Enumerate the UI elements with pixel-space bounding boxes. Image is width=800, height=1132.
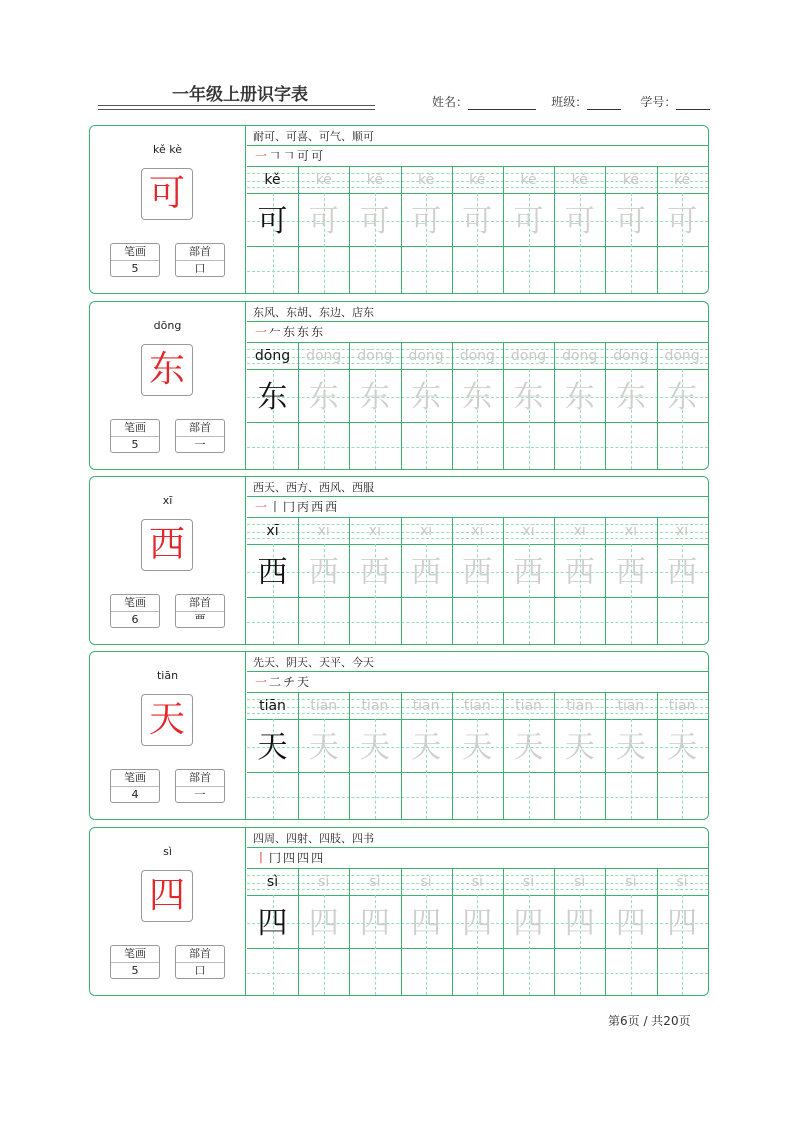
- character-trace: 四: [411, 906, 442, 941]
- writing-cell[interactable]: [452, 423, 503, 469]
- character-summary: [90, 477, 245, 644]
- stroke-step: 丙: [297, 500, 312, 514]
- stroke-step: 丨: [269, 500, 284, 514]
- pinyin-trace: dōng: [408, 348, 444, 364]
- pinyin-trace: sì: [676, 874, 688, 890]
- grid-line: [247, 166, 708, 167]
- grid-line: [247, 496, 708, 497]
- character-glyph: 天: [148, 699, 185, 740]
- character-pinyin: dōng: [153, 319, 182, 332]
- character-summary: [90, 302, 245, 469]
- writing-cell[interactable]: [349, 949, 400, 995]
- practice-area: [247, 652, 708, 819]
- character-trace: 四: [513, 906, 544, 941]
- card-divider: [245, 477, 246, 644]
- writing-cell[interactable]: [247, 247, 298, 293]
- grid-line: [247, 342, 708, 343]
- character-trace: 西: [411, 555, 442, 590]
- pinyin-trace: xī: [368, 523, 381, 539]
- character-summary: [90, 126, 245, 293]
- pinyin-trace: kě: [673, 172, 691, 188]
- character-summary: [90, 652, 245, 819]
- writing-cell[interactable]: [247, 949, 298, 995]
- stroke-step: 二: [269, 675, 284, 689]
- character-trace: 四: [462, 906, 493, 941]
- pinyin-trace: xī: [624, 523, 637, 539]
- character-pinyin: kě kè: [153, 143, 182, 156]
- character-trace: 天: [359, 730, 390, 765]
- stroke-step: 冂: [269, 851, 284, 865]
- stroke-step: 𠃍: [269, 149, 284, 163]
- pinyin-trace: kě: [417, 172, 435, 188]
- character-sample: 东: [257, 380, 288, 415]
- character-trace: 可: [462, 204, 493, 239]
- pinyin-trace: kě: [469, 172, 486, 188]
- stroke-count-box: [110, 945, 160, 979]
- character-trace: 西: [308, 555, 339, 590]
- character-trace: 四: [667, 906, 698, 941]
- writing-cell[interactable]: [298, 773, 349, 819]
- character-trace: 天: [411, 730, 442, 765]
- stroke-step: チ: [283, 675, 298, 689]
- stroke-count-label: 笔画: [111, 595, 159, 612]
- writing-cell[interactable]: [349, 247, 400, 293]
- pinyin-trace: dōng: [562, 348, 598, 364]
- writing-cell[interactable]: [401, 773, 452, 819]
- stroke-count-label: 笔画: [111, 244, 159, 261]
- title-underline-2: [98, 109, 375, 110]
- character-trace: 天: [308, 730, 339, 765]
- pinyin-trace: dōng: [613, 348, 649, 364]
- writing-cell[interactable]: [605, 423, 656, 469]
- character-box: [141, 870, 193, 922]
- character-trace: 天: [667, 730, 698, 765]
- character-trace: 东: [564, 380, 595, 415]
- pinyin-trace: kě: [571, 172, 588, 188]
- character-box: [141, 694, 193, 746]
- radical-label: 部首: [176, 420, 224, 437]
- writing-cell[interactable]: [247, 773, 298, 819]
- pinyin-sample: sì: [266, 874, 279, 890]
- character-pinyin: tiān: [156, 669, 179, 682]
- stroke-step: 冂: [283, 500, 298, 514]
- pinyin-trace: tiān: [668, 698, 696, 714]
- character-trace: 四: [615, 906, 646, 941]
- pinyin-trace: tiān: [617, 698, 645, 714]
- grid-line: [247, 671, 708, 672]
- radical-box: [175, 419, 225, 453]
- pinyin-sample: dōng: [254, 348, 291, 364]
- pinyin-trace: kě: [520, 172, 537, 188]
- card-divider: [245, 652, 246, 819]
- character-trace: 可: [513, 204, 544, 239]
- character-trace: 东: [513, 380, 544, 415]
- character-trace: 天: [462, 730, 493, 765]
- writing-cell[interactable]: [298, 949, 349, 995]
- radical-label: 部首: [176, 770, 224, 787]
- stroke-order: [255, 849, 325, 866]
- pinyin-trace: sì: [522, 874, 535, 890]
- pinyin-trace: kě: [622, 172, 639, 188]
- card-divider: [245, 302, 246, 469]
- writing-cell[interactable]: [401, 949, 452, 995]
- radical-box: [175, 945, 225, 979]
- stroke-step: 四: [283, 851, 298, 865]
- character-card: [89, 301, 709, 470]
- character-trace: 西: [564, 555, 595, 590]
- example-words: 西天、西方、西风、西服: [253, 481, 374, 494]
- character-glyph: 可: [148, 173, 185, 214]
- pinyin-trace: xī: [471, 523, 484, 539]
- stroke-step: 𠂉: [269, 325, 284, 339]
- stroke-count-value: 5: [131, 262, 139, 275]
- pinyin-trace: tiān: [361, 698, 389, 714]
- pinyin-trace: sì: [369, 874, 381, 890]
- stroke-count-box: [110, 769, 160, 803]
- card-divider: [245, 828, 246, 995]
- stroke-count-label: 笔画: [111, 946, 159, 963]
- pinyin-trace: sì: [625, 874, 637, 890]
- stroke-count-box: [110, 594, 160, 628]
- character-summary: [90, 828, 245, 995]
- character-trace: 东: [462, 380, 493, 415]
- character-box: [141, 168, 193, 220]
- stroke-count-value: 4: [131, 788, 139, 801]
- character-trace: 可: [411, 204, 442, 239]
- character-trace: 东: [411, 380, 442, 415]
- stroke-step: 可: [311, 149, 326, 163]
- character-trace: 西: [359, 555, 390, 590]
- radical-value: 口: [194, 262, 206, 275]
- writing-cell[interactable]: [503, 598, 554, 644]
- writing-cell[interactable]: [452, 773, 503, 819]
- name-field[interactable]: [468, 97, 536, 110]
- radical-value: 一: [194, 788, 206, 801]
- writing-cell[interactable]: [298, 423, 349, 469]
- writing-cell[interactable]: [247, 598, 298, 644]
- stroke-step: 西: [311, 500, 326, 514]
- pinyin-trace: sì: [318, 874, 330, 890]
- grid-line: [247, 145, 708, 146]
- stroke-step: 一: [255, 325, 270, 339]
- stroke-step: 四: [297, 851, 312, 865]
- writing-cell[interactable]: [605, 773, 656, 819]
- character-glyph: 西: [148, 524, 185, 565]
- radical-box: [175, 243, 225, 277]
- character-card: [89, 125, 709, 294]
- class-label: 班级：: [551, 95, 588, 109]
- stroke-step: 东: [311, 325, 326, 339]
- writing-cell[interactable]: [605, 247, 656, 293]
- writing-cell[interactable]: [605, 598, 656, 644]
- stroke-count-label: 笔画: [111, 770, 159, 787]
- character-trace: 天: [564, 730, 595, 765]
- radical-label: 部首: [176, 244, 224, 261]
- example-words: 先天、阴天、天平、今天: [253, 656, 374, 669]
- writing-cell[interactable]: [657, 773, 708, 819]
- character-box: [141, 344, 193, 396]
- practice-area: [247, 828, 708, 995]
- writing-cell[interactable]: [452, 949, 503, 995]
- character-trace: 四: [564, 906, 595, 941]
- character-trace: 东: [308, 380, 339, 415]
- radical-box: [175, 769, 225, 803]
- writing-cell[interactable]: [401, 423, 452, 469]
- pinyin-sample: kě: [264, 172, 281, 188]
- character-pinyin: sì: [163, 845, 172, 858]
- stroke-count-label: 笔画: [111, 420, 159, 437]
- character-trace: 天: [615, 730, 646, 765]
- stroke-count-value: 6: [131, 613, 139, 626]
- title-underline: [98, 105, 375, 106]
- practice-area: [247, 302, 708, 469]
- page-title: 一年级上册识字表: [172, 85, 308, 105]
- student-number-field[interactable]: [676, 97, 710, 110]
- writing-cell[interactable]: [657, 598, 708, 644]
- pinyin-trace: sì: [471, 874, 483, 890]
- writing-cell[interactable]: [298, 247, 349, 293]
- pinyin-trace: dōng: [459, 348, 495, 364]
- character-trace: 四: [359, 906, 390, 941]
- stroke-count-box: [110, 243, 160, 277]
- stroke-count-value: 5: [131, 438, 139, 451]
- example-words: 四周、四射、四肢、四书: [253, 832, 374, 845]
- character-trace: 东: [667, 380, 698, 415]
- writing-cell[interactable]: [554, 247, 605, 293]
- stroke-step: 一: [255, 500, 270, 514]
- stroke-step: 东: [297, 325, 312, 339]
- writing-cell[interactable]: [554, 423, 605, 469]
- writing-cell[interactable]: [657, 949, 708, 995]
- pinyin-trace: kě: [366, 172, 383, 188]
- writing-cell[interactable]: [503, 773, 554, 819]
- writing-cell[interactable]: [298, 598, 349, 644]
- stroke-step: 天: [297, 675, 312, 689]
- pinyin-sample: tiān: [259, 698, 286, 714]
- character-sample: 四: [257, 906, 288, 941]
- character-trace: 天: [513, 730, 544, 765]
- pinyin-trace: dōng: [664, 348, 700, 364]
- writing-cell[interactable]: [554, 949, 605, 995]
- character-trace: 西: [513, 555, 544, 590]
- character-trace: 四: [308, 906, 339, 941]
- pinyin-trace: xī: [420, 523, 433, 539]
- writing-cell[interactable]: [452, 247, 503, 293]
- radical-label: 部首: [176, 595, 224, 612]
- character-sample: 天: [257, 730, 288, 765]
- writing-cell[interactable]: [349, 598, 400, 644]
- stroke-order: [255, 673, 311, 690]
- stroke-step: 可: [297, 149, 312, 163]
- grid-line: [247, 868, 708, 869]
- character-trace: 东: [615, 380, 646, 415]
- student-info-fields: [432, 93, 710, 110]
- character-trace: 西: [462, 555, 493, 590]
- pinyin-trace: dōng: [510, 348, 547, 364]
- pinyin-trace: sì: [574, 874, 586, 890]
- pinyin-trace: kě: [315, 172, 332, 188]
- grid-line: [247, 847, 708, 848]
- writing-cell[interactable]: [657, 247, 708, 293]
- character-glyph: 东: [148, 349, 185, 390]
- example-words: 东风、东胡、东边、店东: [253, 306, 374, 319]
- stroke-step: 东: [283, 325, 298, 339]
- stroke-step: 西: [325, 500, 340, 514]
- stroke-step: 一: [255, 675, 270, 689]
- character-card: [89, 476, 709, 645]
- character-sample: 西: [257, 555, 288, 590]
- character-pinyin: xī: [162, 494, 173, 507]
- pinyin-trace: xī: [573, 523, 586, 539]
- pinyin-sample: xī: [266, 523, 279, 539]
- character-trace: 西: [667, 555, 698, 590]
- card-divider: [245, 126, 246, 293]
- character-trace: 西: [615, 555, 646, 590]
- class-field[interactable]: [587, 97, 621, 110]
- character-card: [89, 827, 709, 996]
- character-trace: 可: [667, 204, 698, 239]
- practice-area: [247, 477, 708, 644]
- character-trace: 可: [564, 204, 595, 239]
- writing-cell[interactable]: [503, 247, 554, 293]
- stroke-order: [255, 147, 325, 164]
- character-glyph: 四: [148, 875, 185, 916]
- radical-value: 一: [194, 438, 206, 451]
- writing-cell[interactable]: [503, 949, 554, 995]
- stroke-step: 丨: [255, 851, 270, 865]
- writing-cell[interactable]: [554, 773, 605, 819]
- writing-cell[interactable]: [401, 598, 452, 644]
- writing-cell[interactable]: [349, 773, 400, 819]
- example-words: 耐可、可喜、可气、顺可: [253, 130, 374, 143]
- radical-value: 覀: [194, 613, 206, 626]
- character-trace: 可: [359, 204, 390, 239]
- student-number-label: 学号：: [640, 95, 677, 109]
- character-trace: 可: [308, 204, 339, 239]
- radical-box: [175, 594, 225, 628]
- stroke-count-box: [110, 419, 160, 453]
- writing-cell[interactable]: [657, 423, 708, 469]
- pinyin-trace: dōng: [357, 348, 393, 364]
- grid-line: [247, 517, 708, 518]
- writing-cell[interactable]: [503, 423, 554, 469]
- grid-line: [247, 692, 708, 693]
- character-sample: 可: [257, 204, 288, 239]
- writing-cell[interactable]: [349, 423, 400, 469]
- pinyin-trace: sì: [420, 874, 432, 890]
- writing-cell[interactable]: [401, 247, 452, 293]
- stroke-order: [255, 323, 325, 340]
- radical-label: 部首: [176, 946, 224, 963]
- stroke-step: 一: [255, 149, 270, 163]
- stroke-step: 四: [311, 851, 326, 865]
- writing-cell[interactable]: [452, 598, 503, 644]
- writing-cell[interactable]: [605, 949, 656, 995]
- radical-value: 口: [194, 964, 206, 977]
- pinyin-trace: xī: [317, 523, 330, 539]
- stroke-step: 𠃍: [283, 149, 298, 163]
- character-box: [141, 519, 193, 571]
- pinyin-trace: tiān: [566, 698, 594, 714]
- writing-cell[interactable]: [247, 423, 298, 469]
- name-label: 姓名：: [432, 95, 469, 109]
- page-number: 第6页 / 共20页: [608, 1014, 691, 1028]
- pinyin-trace: xī: [676, 523, 689, 539]
- pinyin-trace: tiān: [515, 698, 542, 714]
- stroke-order: [255, 498, 339, 515]
- pinyin-trace: tiān: [463, 698, 491, 714]
- character-card: [89, 651, 709, 820]
- pinyin-trace: xī: [522, 523, 535, 539]
- pinyin-trace: tiān: [310, 698, 338, 714]
- character-trace: 东: [359, 380, 390, 415]
- writing-cell[interactable]: [554, 598, 605, 644]
- grid-line: [247, 321, 708, 322]
- character-trace: 可: [615, 204, 646, 239]
- stroke-count-value: 5: [131, 964, 139, 977]
- practice-area: [247, 126, 708, 293]
- pinyin-trace: tiān: [412, 698, 440, 714]
- pinyin-trace: dōng: [306, 348, 342, 364]
